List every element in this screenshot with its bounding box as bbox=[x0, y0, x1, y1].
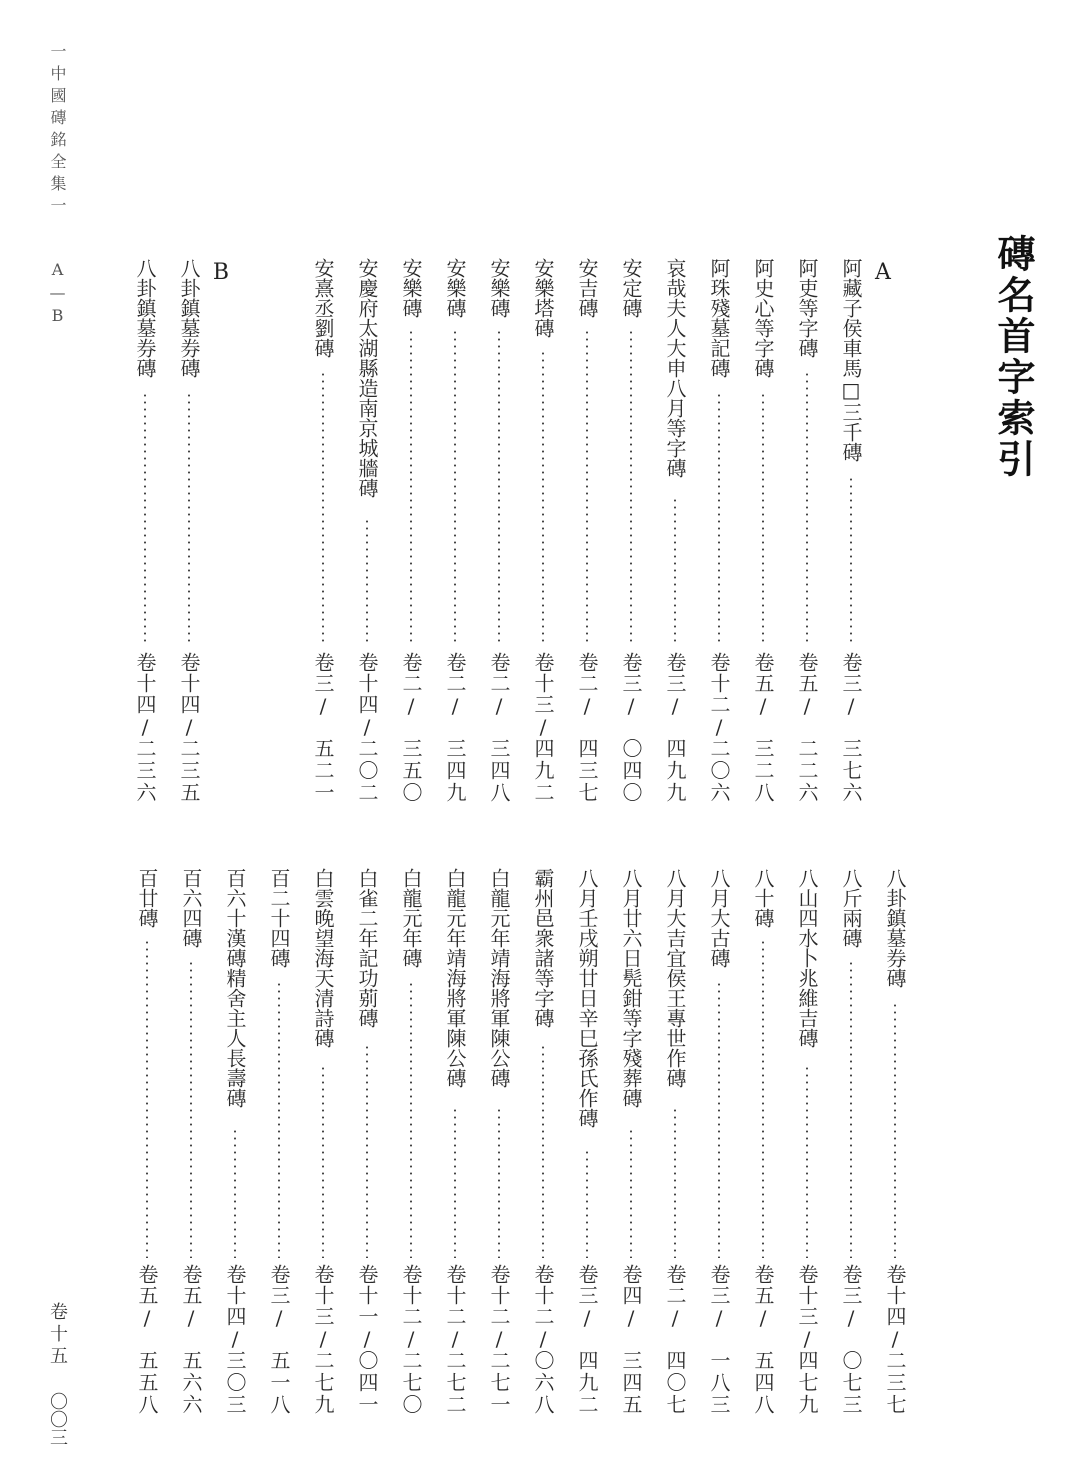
entry-volume: 卷三/ bbox=[311, 652, 335, 719]
running-header bbox=[42, 36, 72, 1456]
entry-page: 三二八 bbox=[751, 738, 775, 804]
leader-dots bbox=[190, 960, 192, 1258]
entry-name: 白雲晚望海天清詩磚 bbox=[311, 868, 335, 1048]
entry-page: 三四八 bbox=[487, 738, 511, 804]
index-entry bbox=[176, 868, 206, 1440]
leader-dots bbox=[498, 1107, 500, 1258]
index-entry bbox=[836, 258, 866, 828]
entry-page: 〇七三 bbox=[839, 1350, 863, 1416]
index-entry bbox=[748, 868, 778, 1440]
entry-page: 二〇二 bbox=[355, 738, 379, 804]
entry-volume: 卷三/ bbox=[839, 1264, 863, 1331]
entry-name: 八卦鎮墓券磚 bbox=[133, 258, 157, 378]
entry-volume: 卷三/ bbox=[839, 652, 863, 719]
page-number: 〇〇三 bbox=[47, 1392, 68, 1446]
entry-name: 安樂塔磚 bbox=[531, 258, 555, 338]
leader-dots bbox=[850, 476, 852, 646]
entry-volume: 卷二/ bbox=[575, 652, 599, 719]
entry-name: 安樂磚 bbox=[443, 258, 467, 318]
index-entry bbox=[616, 868, 646, 1440]
leader-dots bbox=[586, 329, 588, 646]
entry-volume: 卷五/ bbox=[179, 1264, 203, 1331]
entry-name: 安定磚 bbox=[619, 258, 643, 318]
entry-page: 五六六 bbox=[179, 1350, 203, 1416]
leader-dots bbox=[762, 939, 764, 1258]
entry-page: 三四九 bbox=[443, 738, 467, 804]
entry-page: 五五八 bbox=[135, 1350, 159, 1416]
entry-name: 百六四磚 bbox=[179, 868, 203, 948]
index-entry bbox=[484, 868, 514, 1440]
entry-name: 八卦鎮墓券磚 bbox=[177, 258, 201, 378]
entry-name: 阿史心等字磚 bbox=[751, 258, 775, 378]
index-entry bbox=[352, 868, 382, 1440]
entry-name: 哀哉夫人大申八月等字磚 bbox=[663, 258, 687, 478]
leader-dots bbox=[454, 1107, 456, 1258]
entry-volume: 卷三/ bbox=[707, 1264, 731, 1331]
entry-page: 五一八 bbox=[267, 1350, 291, 1416]
entry-name: 阿藏子侯車馬□三千磚 bbox=[839, 258, 863, 462]
index-entry bbox=[792, 868, 822, 1440]
leader-dots bbox=[146, 939, 148, 1258]
entry-page: 二〇六 bbox=[707, 738, 731, 804]
entry-page: 一八三 bbox=[707, 1350, 731, 1416]
entry-page: 四〇七 bbox=[663, 1350, 687, 1416]
section-letter-a: A bbox=[875, 260, 891, 285]
leader-dots bbox=[542, 350, 544, 646]
index-entry bbox=[352, 258, 382, 828]
leader-dots bbox=[322, 1065, 324, 1258]
leader-dots bbox=[144, 392, 146, 646]
index-entry bbox=[308, 258, 338, 828]
entry-volume: 卷三/ bbox=[619, 652, 643, 719]
leader-dots bbox=[806, 371, 808, 646]
index-entry bbox=[528, 258, 558, 828]
index-entry bbox=[440, 258, 470, 828]
entry-name: 白龍元年靖海將軍陳公磚 bbox=[443, 868, 467, 1088]
index-entry bbox=[704, 868, 734, 1440]
volume-label: 卷十五 bbox=[47, 1302, 68, 1368]
entry-name: 白雀二年記功莂磚 bbox=[355, 868, 379, 1028]
entry-name: 白龍元年磚 bbox=[399, 868, 423, 968]
entry-name: 百廿磚 bbox=[135, 868, 159, 928]
entry-name: 安慶府太湖縣造南京城牆磚 bbox=[355, 258, 379, 498]
entry-name: 八山四水卜兆維吉磚 bbox=[795, 868, 819, 1048]
entry-page: 二三六 bbox=[133, 738, 157, 804]
index-entry bbox=[704, 258, 734, 828]
entry-name: 安樂磚 bbox=[487, 258, 511, 318]
entry-page: 二七二 bbox=[443, 1350, 467, 1416]
leader-dots bbox=[894, 1002, 896, 1258]
entry-volume: 卷三/ bbox=[663, 652, 687, 719]
entry-volume: 卷五/ bbox=[135, 1264, 159, 1331]
entry-name: 霸州邑衆諸等字磚 bbox=[531, 868, 555, 1028]
leader-dots bbox=[454, 329, 456, 646]
leader-dots bbox=[410, 329, 412, 646]
leader-dots bbox=[718, 981, 720, 1258]
entry-name: 八斤兩磚 bbox=[839, 868, 863, 948]
entry-volume: 卷十三/ bbox=[531, 652, 555, 740]
entry-volume: 卷十四/ bbox=[133, 652, 157, 740]
entry-name: 八月壬戌朔廿日辛巳孫氏作磚 bbox=[575, 868, 599, 1128]
leader-dots bbox=[850, 960, 852, 1258]
leader-dots bbox=[366, 518, 368, 646]
index-entry bbox=[792, 258, 822, 828]
entry-volume: 卷二/ bbox=[399, 652, 423, 719]
leader-dots bbox=[188, 392, 190, 646]
entry-page: 三〇三 bbox=[223, 1350, 247, 1416]
entry-volume: 卷十四/ bbox=[177, 652, 201, 740]
entry-volume: 卷十三/ bbox=[795, 1264, 819, 1352]
entry-volume: 卷二/ bbox=[663, 1264, 687, 1331]
entry-volume: 卷十二/ bbox=[487, 1264, 511, 1352]
entry-page: 三五〇 bbox=[399, 738, 423, 804]
entry-volume: 卷十三/ bbox=[311, 1264, 335, 1352]
index-entry bbox=[130, 258, 160, 828]
entry-page: 五四八 bbox=[751, 1350, 775, 1416]
entry-volume: 卷二/ bbox=[443, 652, 467, 719]
entry-page: 四九二 bbox=[575, 1350, 599, 1416]
leader-dots bbox=[806, 1065, 808, 1258]
index-entry bbox=[396, 868, 426, 1440]
index-entry bbox=[308, 868, 338, 1440]
entry-name: 八卦鎮墓券磚 bbox=[883, 868, 907, 988]
entry-name: 八十磚 bbox=[751, 868, 775, 928]
index-entry bbox=[572, 258, 602, 828]
leader-dots bbox=[762, 392, 764, 646]
entry-page: 二七〇 bbox=[399, 1350, 423, 1416]
entry-volume: 卷十二/ bbox=[443, 1264, 467, 1352]
index-entry bbox=[836, 868, 866, 1440]
entry-page: 四九二 bbox=[531, 738, 555, 804]
leader-dots bbox=[278, 981, 280, 1258]
leader-dots bbox=[366, 1044, 368, 1258]
entry-page: 三七六 bbox=[839, 738, 863, 804]
leader-dots bbox=[410, 981, 412, 1258]
entry-page: 四七九 bbox=[795, 1350, 819, 1416]
page-title: 磚名首字索引 bbox=[991, 234, 1036, 480]
entry-page: 二七九 bbox=[311, 1350, 335, 1416]
entry-volume: 卷十一/ bbox=[355, 1264, 379, 1352]
entry-volume: 卷五/ bbox=[795, 652, 819, 719]
leader-dots bbox=[542, 1044, 544, 1258]
leader-dots bbox=[674, 1107, 676, 1258]
index-entry bbox=[440, 868, 470, 1440]
entry-volume: 卷五/ bbox=[751, 652, 775, 719]
entry-page: 二二六 bbox=[795, 738, 819, 804]
entry-volume: 卷三/ bbox=[267, 1264, 291, 1331]
entry-volume: 卷三/ bbox=[575, 1264, 599, 1331]
entry-name: 阿吏等字磚 bbox=[795, 258, 819, 358]
entry-name: 安熹丞劉磚 bbox=[311, 258, 335, 358]
section-letter-b: B bbox=[212, 260, 230, 285]
entry-page: 〇六八 bbox=[531, 1350, 555, 1416]
index-entry bbox=[396, 258, 426, 828]
index-entry bbox=[660, 258, 690, 828]
entry-page: 〇四一 bbox=[355, 1350, 379, 1416]
entry-volume: 卷十二/ bbox=[531, 1264, 555, 1352]
index-entry bbox=[132, 868, 162, 1440]
leader-dots bbox=[234, 1128, 236, 1258]
index-entry bbox=[660, 868, 690, 1440]
entry-name: 八月廿六日髡鉗等字殘葬磚 bbox=[619, 868, 643, 1108]
entry-volume: 卷五/ bbox=[751, 1264, 775, 1331]
index-entry bbox=[528, 868, 558, 1440]
index-entry bbox=[264, 868, 294, 1440]
entry-volume: 卷十四/ bbox=[883, 1264, 907, 1352]
entry-name: 阿珠殘墓記磚 bbox=[707, 258, 731, 378]
entry-page: 三四五 bbox=[619, 1350, 643, 1416]
entry-page: 〇四〇 bbox=[619, 738, 643, 804]
entry-name: 百二十四磚 bbox=[267, 868, 291, 968]
entry-name: 百六十漢磚精舍主人長壽磚 bbox=[223, 868, 247, 1108]
entry-page: 二三七 bbox=[883, 1350, 907, 1416]
entry-name: 八月大吉宜侯王專世作磚 bbox=[663, 868, 687, 1088]
index-entry bbox=[880, 868, 910, 1440]
leader-dots bbox=[322, 371, 324, 646]
entry-volume: 卷十二/ bbox=[707, 652, 731, 740]
entry-page: 二三五 bbox=[177, 738, 201, 804]
index-entry bbox=[748, 258, 778, 828]
entry-page: 四九九 bbox=[663, 738, 687, 804]
entry-page: 五二一 bbox=[311, 738, 335, 804]
index-entry bbox=[572, 868, 602, 1440]
leader-dots bbox=[674, 497, 676, 646]
entry-volume: 卷四/ bbox=[619, 1264, 643, 1331]
entry-volume: 卷二/ bbox=[487, 652, 511, 719]
leader-dots bbox=[498, 329, 500, 646]
leader-dots bbox=[586, 1149, 588, 1258]
leader-dots bbox=[630, 1128, 632, 1258]
book-title: 一中國磚銘全集一 bbox=[48, 43, 67, 219]
index-entry bbox=[484, 258, 514, 828]
entry-page: 二七一 bbox=[487, 1350, 511, 1416]
index-entry bbox=[174, 258, 204, 828]
section-range: A—B bbox=[48, 260, 67, 329]
entry-name: 八月大古磚 bbox=[707, 868, 731, 968]
entry-name: 安樂磚 bbox=[399, 258, 423, 318]
index-entry bbox=[220, 868, 250, 1440]
entry-name: 白龍元年靖海將軍陳公磚 bbox=[487, 868, 511, 1088]
entry-page: 四三七 bbox=[575, 738, 599, 804]
entry-volume: 卷十二/ bbox=[399, 1264, 423, 1352]
entry-name: 安吉磚 bbox=[575, 258, 599, 318]
leader-dots bbox=[718, 392, 720, 646]
index-entry bbox=[616, 258, 646, 828]
leader-dots bbox=[630, 329, 632, 646]
entry-volume: 卷十四/ bbox=[223, 1264, 247, 1352]
entry-volume: 卷十四/ bbox=[355, 652, 379, 740]
